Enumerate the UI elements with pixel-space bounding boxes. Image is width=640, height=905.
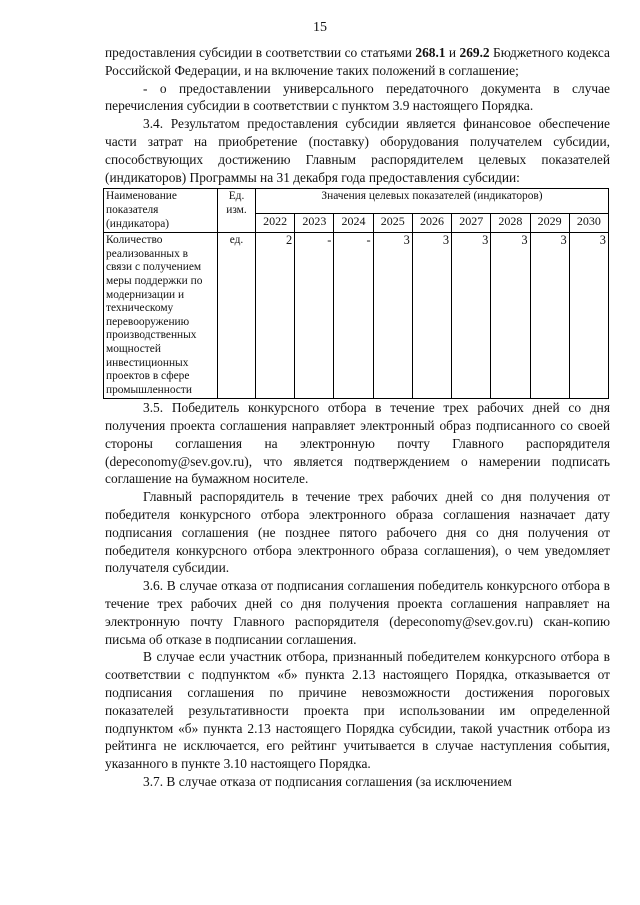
indicator-value: 3 <box>491 233 530 399</box>
article-ref: 269.2 <box>459 45 490 60</box>
paragraph-3-6: 3.6. В случае отказа от подписания соглашения победитель конкурсного отбора в течение трех рабочих дней со дня получения проекта соглашения направляет на электронную почту Главного распорядителя (depeconomy@sev.gov.ru) скан-копию письма об отказе в подписании соглашения. <box>105 578 610 647</box>
indicator-value: 3 <box>452 233 491 399</box>
indicator-value: 2 <box>256 233 295 399</box>
year-header: 2022 <box>256 214 295 233</box>
page-number: 15 <box>313 20 327 35</box>
target-values-header: Значения целевых показателей (индикаторов) <box>256 189 609 214</box>
paragraph-3-4: 3.4. Результатом предоставления субсидии является финансовое обеспечение части затрат на приобретение (поставку) оборудования получателем субсидии, способствующих достижению Главным распорядителем целевых показателей (индикаторов) Программы на 31 декабря года предоставления субсидии: <box>105 116 610 185</box>
document-body <box>105 44 610 791</box>
year-header: 2027 <box>452 214 491 233</box>
year-header: 2030 <box>569 214 608 233</box>
year-header: 2025 <box>373 214 412 233</box>
indicator-name: Количество реализованных в связи с получением меры поддержки по модернизации и техническому перевооружению производственных мощностей инвестиционных проектов в сфере промышленности <box>104 233 218 399</box>
year-header: 2024 <box>334 214 373 233</box>
indicator-value: 3 <box>569 233 608 399</box>
indicators-table <box>103 188 609 399</box>
year-header: 2023 <box>295 214 334 233</box>
indicator-value: 3 <box>412 233 451 399</box>
year-header: 2028 <box>491 214 530 233</box>
paragraph-upd: - о предоставлении универсального передаточного документа в случае перечисления субсидии в соответствии с пунктом 3.9 настоящего Порядка. <box>105 80 610 114</box>
paragraph-3-7: 3.7. В случае отказа от подписания соглашения (за исключением <box>143 774 512 790</box>
paragraph-3-5: 3.5. Победитель конкурсного отбора в течение трех рабочих дней со дня получения проекта соглашения направляет электронный образ подписанного со своей стороны соглашения на электронную почту Главного распорядителя (depeconomy@sev.gov.ru), что является подтверждением о намерении подписать соглашение на бумажном носителе. <box>105 400 610 487</box>
table-row <box>104 233 609 399</box>
indicator-value: - <box>334 233 373 399</box>
paragraph-refusal-rating: В случае если участник отбора, признанный победителем конкурсного отбора в соответствии с подпунктом «б» пункта 2.13 настоящего Порядка, отказывается от подписания соглашения по причине невозможности достижения пороговых показателей результативности проекта при использовании им определенной подпунктом «б» пункта 2.13 настоящего Порядка субсидии, такой участник отбора из рейтинга не исключается, его рейтинг учитывается в случае наступления события, указанного в пункте 3.10 настоящего Порядка. <box>105 649 610 772</box>
indicator-unit: ед. <box>218 233 256 399</box>
unit-header: Ед. изм. <box>218 189 256 233</box>
indicator-value: 3 <box>530 233 569 399</box>
year-header: 2026 <box>412 214 451 233</box>
year-header: 2029 <box>530 214 569 233</box>
paragraph-subsidy-articles: предоставления субсидии в соответствии со статьями 268.1 и 269.2 Бюджетного кодекса Российской Федерации, и на включение таких положений в соглашение; <box>105 45 610 78</box>
indicator-value: - <box>295 233 334 399</box>
paragraph-signing-date: Главный распорядитель в течение трех рабочих дней со дня получения от победителя конкурсного отбора электронного образа соглашения назначает дату подписания соглашения (не позднее пятого рабочего дня со дня получения от победителя конкурсного отбора электронного образа соглашения), о чем уведомляет получателя субсидии. <box>105 489 610 576</box>
article-ref: 268.1 <box>415 45 446 60</box>
indicator-name-header: Наименование показателя (индикатора) <box>104 189 218 233</box>
indicator-value: 3 <box>373 233 412 399</box>
